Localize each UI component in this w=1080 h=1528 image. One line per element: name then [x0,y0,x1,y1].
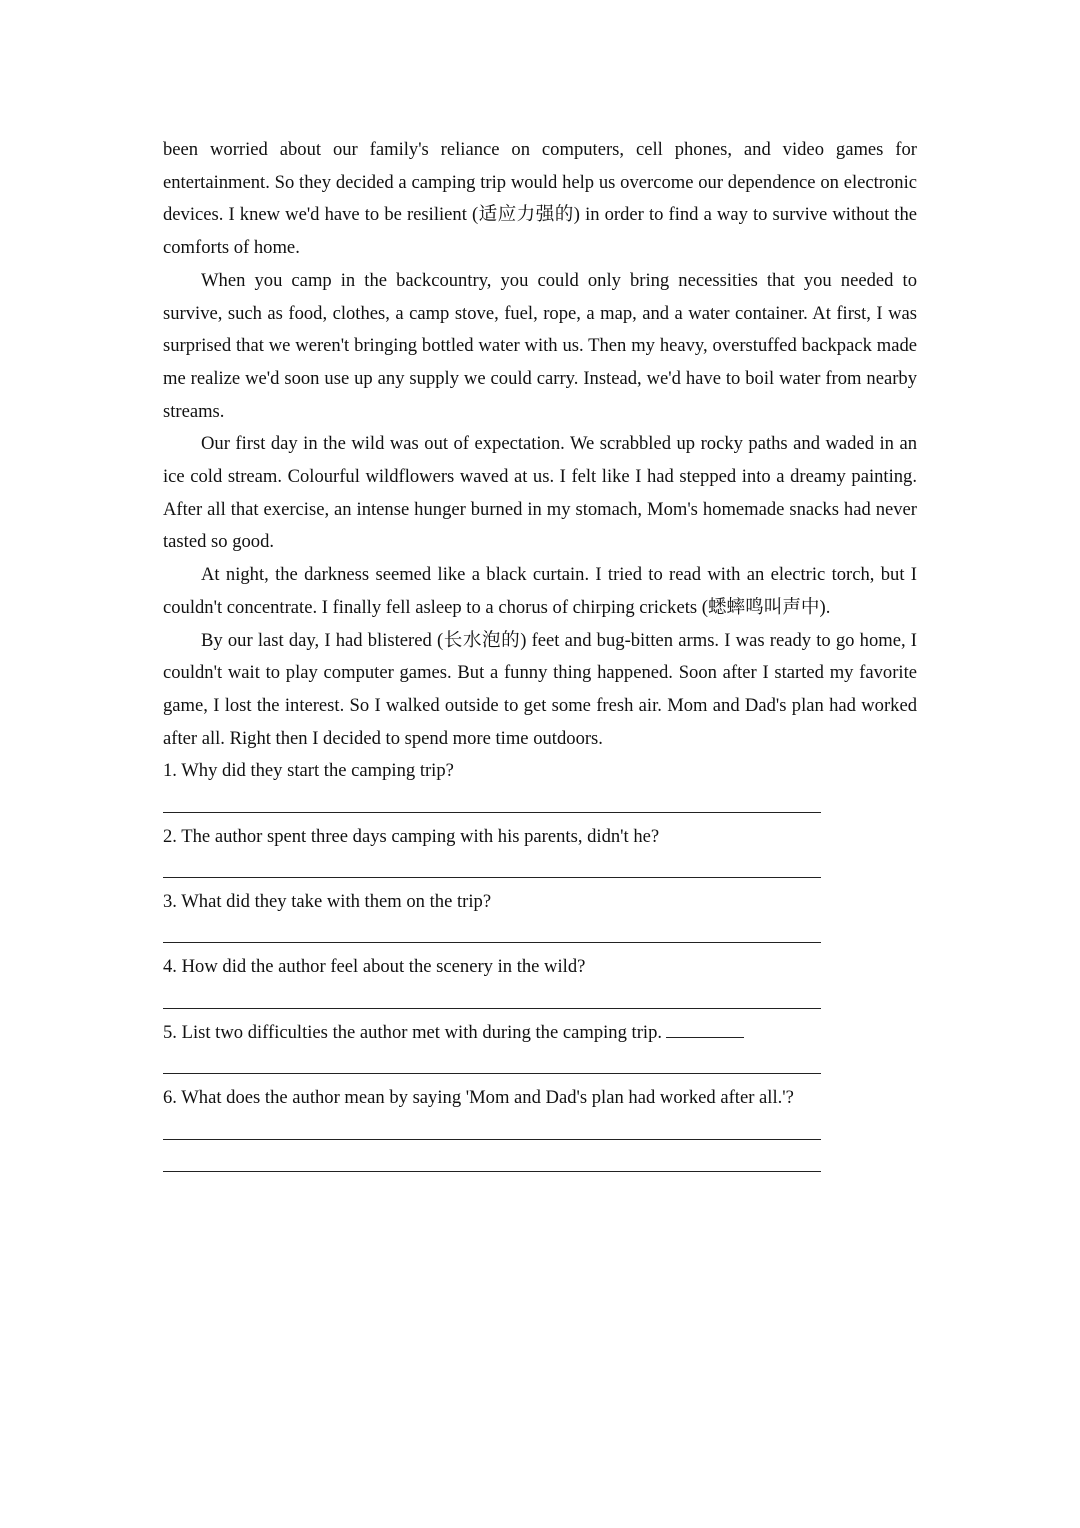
passage-paragraph-4: At night, the darkness seemed like a black curtain. I tried to read with an electric torch, but I couldn't concentrate. I finally fell asleep to a chorus of chirping crickets (蟋蟀鸣叫声中). [163,564,917,618]
question-text: 5. List two difficulties the author met with during the camping trip. [163,1021,663,1043]
question-item-3 [163,886,917,943]
passage-paragraph-3: Our first day in the wild was out of expectation. We scrabbled up rocky paths and waded in an ice cold stream. Colourful wildflowers waved at us. I felt like I had stepped into a dreamy painting. After all that exercise, an intense hunger burned in my stomach, Mom's homemade snacks had never tasted so good. [163,433,917,553]
question-text: 2. The author spent three days camping with his parents, didn't he? [163,825,660,847]
question-item-2 [163,821,917,878]
question-text: 6. What does the author mean by saying 'Mom and Dad's plan had worked after all.'? [163,1087,794,1109]
document-page [163,134,917,1180]
question-text: 4. How did the author feel about the scenery in the wild? [163,956,586,978]
question-text: 1. Why did they start the camping trip? [163,760,454,782]
question-item-5 [163,1017,917,1074]
question-item-4 [163,951,917,1008]
passage-paragraph-1: been worried about our family's reliance on computers, cell phones, and video games for entertainment. So they decided a camping trip would help us overcome our dependence on electronic devices. I knew we'd have to be resilient (适应力强的) in order to find a way to survive without the comforts of home. [163,139,917,259]
passage-paragraph-2: When you camp in the backcountry, you could only bring necessities that you needed to survive, such as food, clothes, a camp stove, fuel, rope, a map, and a water container. At first, I was surprised that we weren't bringing bottled water with us. Then my heavy, overstuffed backpack made me realize we'd soon use up any supply we could carry. Instead, we'd have to boil water from nearby streams. [163,269,917,422]
reading-passage [163,134,917,755]
question-item-1 [163,755,917,812]
inline-answer-blank[interactable] [666,1019,744,1038]
question-item-6 [163,1082,917,1172]
question-text: 3. What did they take with them on the trip? [163,891,492,913]
passage-paragraph-5: By our last day, I had blistered (长水泡的) feet and bug-bitten arms. I was ready to go home, I couldn't wait to play computer games. But a funny thing happened. Soon after I started my favorite game, I lost the interest. So I walked outside to get some fresh air. Mom and Dad's plan had worked after all. Right then I decided to spend more time outdoors. [163,629,917,749]
question-list [163,755,917,1172]
answer-line[interactable] [163,1140,821,1173]
